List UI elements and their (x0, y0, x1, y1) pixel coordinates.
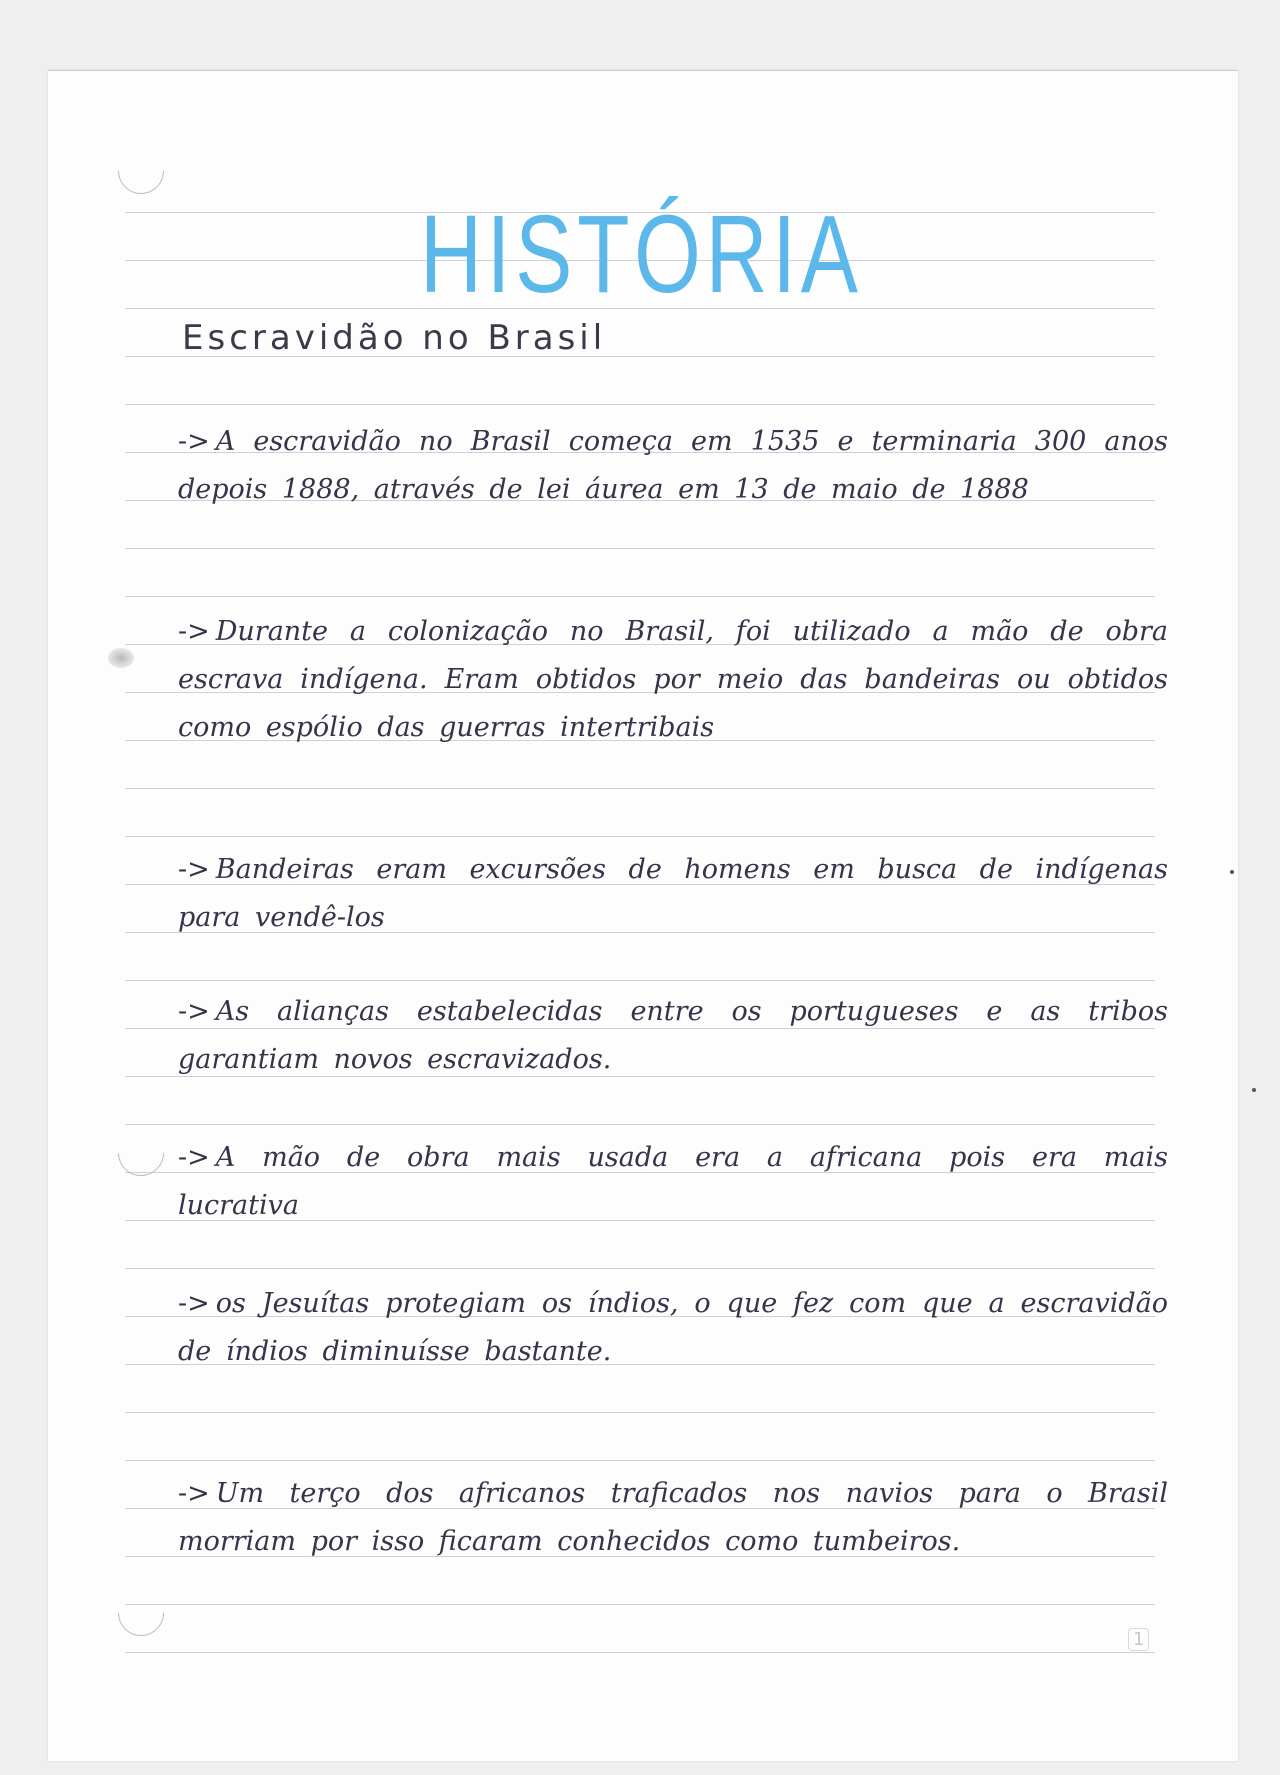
arrow-marker: -> (178, 426, 210, 457)
ruled-line (125, 1412, 1155, 1413)
note-item (178, 846, 1168, 942)
ruled-line (125, 836, 1155, 837)
note-text: Durante a colonização no Brasil, foi utilizado a mão de obra escrava indígena. Eram obtidos por meio das bandeiras ou obtidos como espólio das guerras intertribais (178, 616, 1168, 743)
ruled-line (125, 1268, 1155, 1269)
page-title: HISTÓRIA (420, 193, 863, 316)
note-text: A mão de obra mais usada era a africana pois era mais lucrativa (178, 1142, 1168, 1221)
note-text: As alianças estabelecidas entre os portugueses e as tribos garantiam novos escravizados. (178, 996, 1168, 1075)
ruled-line (125, 404, 1155, 405)
paper-speck (1230, 870, 1234, 874)
arrow-marker: -> (178, 1478, 210, 1509)
ruled-line (125, 1604, 1155, 1605)
ruled-line (125, 596, 1155, 597)
note-item (178, 1280, 1168, 1376)
ruled-line (125, 1460, 1155, 1461)
note-item (178, 1470, 1168, 1566)
arrow-marker: -> (178, 616, 210, 647)
page-number: 1 (1128, 1628, 1149, 1651)
ruled-line (125, 1124, 1155, 1125)
ruled-line (125, 1652, 1155, 1653)
note-item (178, 988, 1168, 1084)
note-text: Bandeiras eram excursões de homens em busca de indígenas para vendê-los (178, 854, 1168, 933)
note-text: A escravidão no Brasil começa em 1535 e terminaria 300 anos depois 1888, através de lei áurea em 13 de maio de 1888 (178, 426, 1168, 505)
ruled-line (125, 788, 1155, 789)
arrow-marker: -> (178, 1142, 210, 1173)
note-item (178, 1134, 1168, 1230)
note-item (178, 418, 1168, 514)
note-text: Um terço dos africanos traficados nos navios para o Brasil morriam por isso ficaram conhecidos como tumbeiros. (178, 1478, 1168, 1557)
arrow-marker: -> (178, 854, 210, 885)
note-item (178, 608, 1168, 752)
note-text: os Jesuítas protegiam os índios, o que fez com que a escravidão de índios diminuísse bastante. (178, 1288, 1168, 1367)
paper-speck (1252, 1088, 1256, 1092)
ruled-line (125, 980, 1155, 981)
page-subtitle: Escravidão no Brasil (182, 318, 607, 358)
ruled-line (125, 548, 1155, 549)
paper-smudge (108, 648, 134, 668)
arrow-marker: -> (178, 1288, 210, 1319)
arrow-marker: -> (178, 996, 210, 1027)
